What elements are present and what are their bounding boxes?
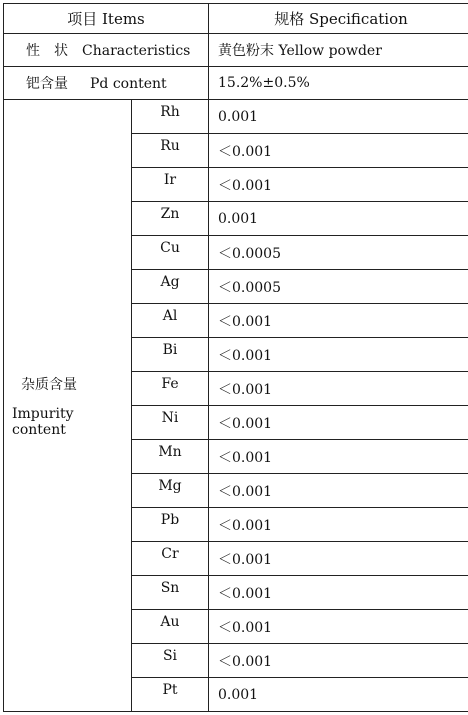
pd-content-label-en: Pd content bbox=[90, 76, 167, 92]
pd-content-label bbox=[4, 67, 209, 100]
impurity-label-zh: 杂质含量 bbox=[21, 376, 77, 393]
items-header: 项目 Items bbox=[4, 4, 209, 34]
element-symbol: Ni bbox=[132, 406, 209, 440]
element-value: ＜0.001 bbox=[209, 576, 468, 610]
element-symbol: Cr bbox=[132, 542, 209, 576]
element-value: ＜0.001 bbox=[209, 338, 468, 372]
element-value: ＜0.001 bbox=[209, 134, 468, 168]
element-symbol: Mn bbox=[132, 440, 209, 474]
element-symbol: Zn bbox=[132, 202, 209, 236]
element-symbol: Rh bbox=[132, 100, 209, 134]
element-symbol: Si bbox=[132, 644, 209, 678]
element-value: ＜0.001 bbox=[209, 644, 468, 678]
element-symbol: Ru bbox=[132, 134, 209, 168]
element-symbol: Pt bbox=[132, 678, 209, 712]
element-value: ＜0.001 bbox=[209, 372, 468, 406]
element-symbol: Ir bbox=[132, 168, 209, 202]
element-value: ＜0.001 bbox=[209, 542, 468, 576]
element-symbol: Fe bbox=[132, 372, 209, 406]
element-symbol: Au bbox=[132, 610, 209, 644]
element-value: ＜0.001 bbox=[209, 440, 468, 474]
element-symbol: Mg bbox=[132, 474, 209, 508]
pd-content-row bbox=[4, 67, 468, 100]
pd-content-label-zh: 钯含量 bbox=[26, 76, 68, 92]
element-value: ＜0.001 bbox=[209, 168, 468, 202]
element-symbol: Al bbox=[132, 304, 209, 338]
specification-header: 规格 Specification bbox=[209, 4, 468, 34]
characteristics-label-en: Characteristics bbox=[82, 43, 191, 59]
element-value: ＜0.0005 bbox=[209, 270, 468, 304]
element-value: ＜0.001 bbox=[209, 474, 468, 508]
element-symbol: Pb bbox=[132, 508, 209, 542]
characteristics-value: 黄色粉末 Yellow powder bbox=[209, 34, 468, 67]
element-value: ＜0.0005 bbox=[209, 236, 468, 270]
characteristics-label bbox=[4, 34, 209, 67]
characteristics-label-zh: 性 状 bbox=[26, 43, 68, 59]
element-value: 0.001 bbox=[209, 100, 468, 134]
element-value: 0.001 bbox=[209, 202, 468, 236]
element-value: ＜0.001 bbox=[209, 304, 468, 338]
impurity-content-label bbox=[4, 100, 132, 712]
header-row bbox=[4, 4, 468, 34]
specification-table bbox=[3, 3, 468, 712]
impurity-label-en: Impurity content bbox=[12, 405, 74, 438]
element-symbol: Cu bbox=[132, 236, 209, 270]
element-value: 0.001 bbox=[209, 678, 468, 712]
element-symbol: Sn bbox=[132, 576, 209, 610]
element-symbol: Bi bbox=[132, 338, 209, 372]
element-value: ＜0.001 bbox=[209, 610, 468, 644]
element-value: ＜0.001 bbox=[209, 508, 468, 542]
pd-content-value: 15.2%±0.5% bbox=[209, 67, 468, 100]
element-symbol: Ag bbox=[132, 270, 209, 304]
impurity-row bbox=[4, 100, 468, 134]
characteristics-row bbox=[4, 34, 468, 67]
element-value: ＜0.001 bbox=[209, 406, 468, 440]
